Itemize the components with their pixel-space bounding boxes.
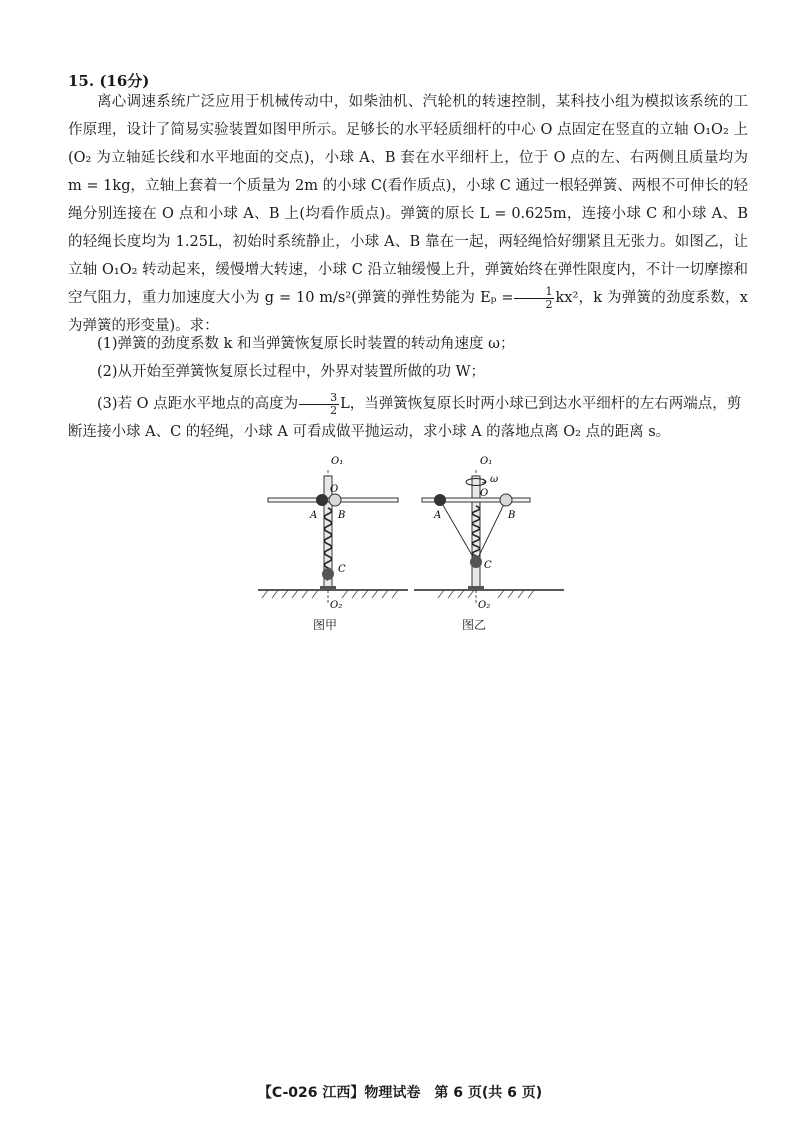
label-o2: O₂ — [330, 600, 343, 611]
ball-b — [500, 494, 512, 506]
question-3 — [68, 390, 748, 446]
height-fraction-numerator: 3 — [299, 392, 339, 405]
question-2: (2)从开始至弹簧恢复原长过程中，外界对装置所做的功 W； — [97, 364, 486, 380]
height-fraction — [299, 392, 339, 417]
ball-a — [434, 494, 446, 506]
label-a: A — [310, 510, 318, 521]
ball-c — [470, 556, 482, 568]
label-o1: O₁ — [480, 456, 493, 467]
label-omega: ω — [490, 474, 499, 485]
question-1: (1)弹簧的劲度系数 k 和当弹簧恢复原长时装置的转动角速度 ω； — [97, 336, 515, 352]
energy-fraction-numerator: 1 — [514, 286, 554, 299]
figure-yi — [414, 452, 564, 632]
label-o1: O₁ — [331, 456, 344, 467]
height-fraction-denominator: 2 — [330, 403, 338, 417]
label-b: B — [338, 510, 346, 521]
page-footer: 【C-026 江西】物理试卷 第 6 页(共 6 页) — [257, 1085, 543, 1101]
label-c: C — [338, 564, 346, 575]
label-a: A — [434, 510, 442, 521]
label-o: O — [330, 484, 339, 495]
problem-header: 15. (16分) — [68, 72, 150, 90]
caption-yi: 图乙 — [462, 618, 487, 632]
question-3-part-b: L，当弹簧恢复原长时两小球已到达水平细杆的左右两端点，剪断连接小球 A、C 的轻绳，小球 A 可看成做平抛运动，求小球 A 的落地点离 O₂ 点的距离 s。 — [68, 396, 742, 440]
label-o2: O₂ — [478, 600, 491, 611]
label-c: C — [484, 560, 492, 571]
label-b: B — [508, 510, 516, 521]
figure-jia — [258, 452, 408, 632]
caption-jia: 图甲 — [313, 618, 338, 632]
question-3-part-a: (3)若 O 点距水平地点的高度为 — [97, 396, 299, 412]
ball-b — [329, 494, 341, 506]
energy-fraction — [514, 286, 554, 311]
intro-tail: kx²，k 为弹簧的劲度系数，x 为弹簧的形变量)。求： — [68, 290, 748, 334]
label-o: O — [480, 488, 489, 499]
ball-c — [322, 568, 334, 580]
rope-ac — [440, 500, 476, 562]
figures — [0, 0, 290, 200]
energy-fraction-denominator: 2 — [545, 297, 553, 311]
intro-text: 离心调速系统广泛应用于机械传动中，如柴油机、汽轮机的转速控制，某科技小组为模拟该系统的工作原理，设计了简易实验装置如图甲所示。足够长的水平轻质细杆的中心 O 点固定在竖直的立轴 O₁O₂ 上(O₂ 为立轴延长线和水平地面的交点)，小球 A、B 套在水平细杆上，位于 O 点的左、右两侧且质量均为 m = 1kg，立轴上套着一个质量为 2m 的小球 C(看作质点)，小球 C 通过一根轻弹簧、两根不可伸长的轻绳分别连接在 O 点和小球 A、B 上(均看作质点)。弹簧的原长 L = 0.625m，连接小球 C 和小球 A、B 的轻绳长度均为 1.25L，初始时系统静止，小球 A、B 靠在一起，两轻绳恰好绷紧且无张力。如图乙，让立轴 O₁O₂ 转动起来，缓慢增大转速，小球 C 沿立轴缓慢上升，弹簧始终在弹性限度内，不计一切摩擦和空气阻力，重力加速度大小为 g = 10 m/s²(弹簧的弹性势能为 Eₚ = — [68, 94, 748, 306]
ball-a — [316, 494, 328, 506]
